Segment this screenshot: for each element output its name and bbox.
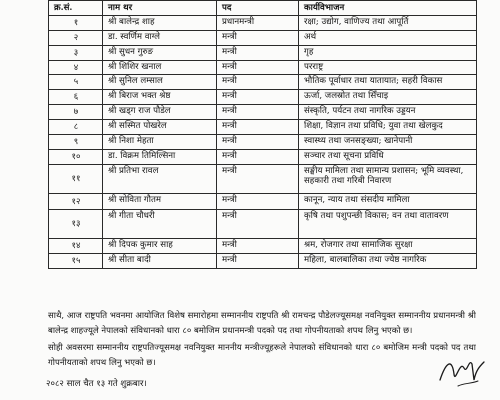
serial-cell: २ [49,31,103,46]
name-cell: श्री गीता चौधरी [103,210,217,239]
serial-cell: ३ [49,46,103,61]
oath-paragraph-ministers: सोही अवसरमा सम्माननीय राष्ट्रपतिज्यूसमक्ष नवनियुक्त माननीय मन्त्रीज्यूहरूले नेपालको संविधानको धारा ८० बमोजिम मन्त्री पदको पद तथा गोपनीयताको शपथ लिनु भएको छ। [48,342,476,368]
serial-cell: १२ [49,194,103,210]
post-cell: प्रधानमन्त्री [217,16,299,31]
serial-cell: ७ [49,105,103,120]
portfolio-cell: सञ्चार तथा सूचना प्रविधि [299,150,477,165]
post-cell: मन्त्री [217,31,299,46]
portfolio-cell: कानून, न्याय तथा संसदीय मामिला [299,194,477,210]
serial-cell: १५ [49,254,103,269]
table-row [49,90,477,105]
name-cell: श्री दिपक कुमार साह [103,239,217,254]
portfolio-cell: गृह [299,46,477,61]
name-cell: डा. विक्रम तिमिल्सिना [103,150,217,165]
header-name: नाम थर [103,1,217,16]
table-row [49,105,477,120]
table-row [49,61,477,75]
header-row [49,1,477,16]
serial-cell: ११ [49,165,103,194]
serial-cell: ५ [49,75,103,90]
post-cell: मन्त्री [217,75,299,90]
portfolio-cell: श्रम, रोजगार तथा सामाजिक सुरक्षा [299,239,477,254]
name-cell: डा. स्वर्णिम वाग्ले [103,31,217,46]
table-header [49,1,477,16]
header-portfolio: कार्यविभाजन [299,1,477,16]
serial-cell: १३ [49,210,103,239]
post-cell: मन्त्री [217,61,299,75]
name-cell: श्री बिराज भक्त श्रेष्ठ [103,90,217,105]
post-cell: मन्त्री [217,194,299,210]
header-serial: क्र.सं. [49,1,103,16]
serial-cell: १ [49,16,103,31]
table-row [49,254,477,269]
post-cell: मन्त्री [217,254,299,269]
portfolio-cell: ऊर्जा, जलस्रोत तथा सिँचाइ [299,90,477,105]
signature [436,350,486,394]
serial-cell: १४ [49,239,103,254]
post-cell: मन्त्री [217,46,299,61]
name-cell: श्री शिशिर खनाल [103,61,217,75]
oath-paragraph-prime-minister: साथै, आज राष्ट्रपति भवनमा आयोजित विशेष समारोहमा सम्माननीय राष्ट्रपति श्री रामचन्द्र पौडेलज्यूसमक्ष नवनियुक्त सम्माननीय प्रधानमन्त्री श्री बालेन्द्र शाहज्यूले नेपालको संविधानको धारा ८० बमोजिम प्रधानमन्त्री पदको पद तथा गोपनीयताको शपथ लिनु भएको छ। [48,310,476,336]
post-cell: मन्त्री [217,90,299,105]
post-cell: मन्त्री [217,239,299,254]
name-cell: श्री बालेन्द्र शाह [103,16,217,31]
cabinet-table [48,0,477,269]
name-cell: श्री सुधन गुरुङ [103,46,217,61]
post-cell: मन्त्री [217,210,299,239]
portfolio-cell: भौतिक पूर्वाधार तथा यातायात; सहरी विकास [299,75,477,90]
post-cell: मन्त्री [217,120,299,135]
table-row [49,150,477,165]
serial-cell: ९ [49,135,103,150]
portfolio-cell: परराष्ट्र [299,61,477,75]
date-line: २०८२ साल चैत १३ गते शुक्रबार। [46,379,147,389]
name-cell: श्री सीता बादी [103,254,217,269]
post-cell: मन्त्री [217,150,299,165]
name-cell: श्री सोविता गौतम [103,194,217,210]
header-post: पद [217,1,299,16]
name-cell: श्री खड्ग राज पौडेल [103,105,217,120]
portfolio-cell: संस्कृति, पर्यटन तथा नागरिक उड्डयन [299,105,477,120]
post-cell: मन्त्री [217,105,299,120]
table-row [49,165,477,194]
portfolio-cell: सङ्घीय मामिला तथा सामान्य प्रशासन; भूमि व्यवस्था, सहकारी तथा गरिबी निवारण [299,165,477,194]
portfolio-cell: महिला, बालबालिका तथा ज्येष्ठ नागरिक [299,254,477,269]
name-cell: श्री निशा मेहता [103,135,217,150]
table-row [49,135,477,150]
portfolio-cell: स्वास्थ्य तथा जनसङ्ख्या; खानेपानी [299,135,477,150]
portfolio-cell: रक्षा; उद्योग, वाणिज्य तथा आपूर्ति [299,16,477,31]
name-cell: श्री सुनिल लम्साल [103,75,217,90]
serial-cell: ६ [49,90,103,105]
table-row [49,194,477,210]
serial-cell: १० [49,150,103,165]
table-row [49,16,477,31]
table-row [49,120,477,135]
table-row [49,210,477,239]
post-cell: मन्त्री [217,165,299,194]
portfolio-cell: अर्थ [299,31,477,46]
portfolio-cell: शिक्षा, विज्ञान तथा प्रविधि; युवा तथा खेलकुद [299,120,477,135]
portfolio-cell: कृषि तथा पशुपन्छी विकास; वन तथा वातावरण [299,210,477,239]
table-row [49,239,477,254]
name-cell: श्री प्रतिभा रावल [103,165,217,194]
table-row [49,46,477,61]
table-row [49,75,477,90]
table-body [49,16,477,269]
table-row [49,31,477,46]
post-cell: मन्त्री [217,135,299,150]
name-cell: श्री सस्मित पोखरेल [103,120,217,135]
serial-cell: ८ [49,120,103,135]
serial-cell: ४ [49,61,103,75]
